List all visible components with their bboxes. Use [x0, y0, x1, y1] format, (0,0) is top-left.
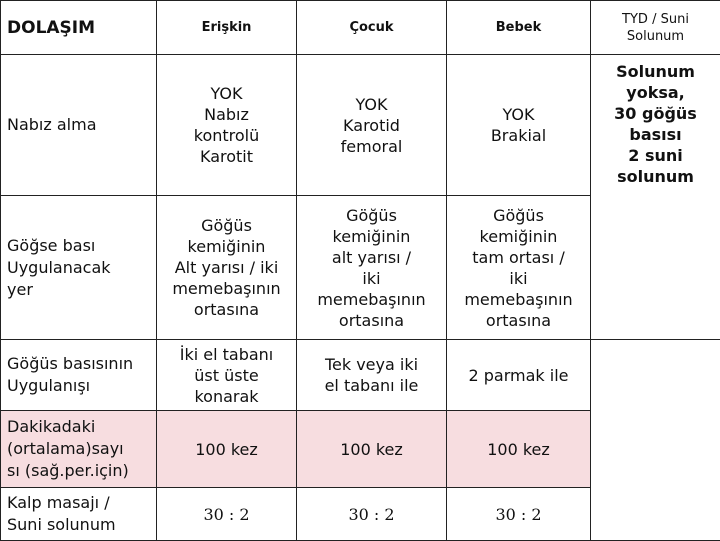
table-row: [1, 55, 720, 196]
row-label-compression-site: Göğse bası Uygulanacak yer: [1, 196, 157, 340]
cell-adult-rate: 100 kez: [157, 411, 297, 488]
cell-adult-compression-method: İki el tabanı üst üste konarak: [157, 340, 297, 411]
cell-infant-compression-site: Göğüs kemiğinin tam ortası / iki memebaşının ortasına: [447, 196, 591, 340]
cell-bls-note: Solunum yoksa, 30 göğüs basısı 2 suni solunum: [591, 55, 720, 340]
cell-child-rate: 100 kez: [297, 411, 447, 488]
cell-child-ratio: 30 : 2: [297, 488, 447, 541]
header-child: Çocuk: [297, 1, 447, 55]
header-bls: TYD / Suni Solunum: [591, 1, 720, 55]
table-row: [1, 340, 720, 411]
row-label-rate: Dakikadaki (ortalama)sayı sı (sağ.per.için): [1, 411, 157, 488]
cell-infant-compression-method: 2 parmak ile: [447, 340, 591, 411]
header-row: [1, 1, 720, 55]
bls-empty-cell: [591, 340, 720, 541]
cell-infant-ratio: 30 : 2: [447, 488, 591, 541]
header-infant: Bebek: [447, 1, 591, 55]
cell-adult-pulse: YOK Nabız kontrolü Karotit: [157, 55, 297, 196]
row-label-compression-method: Göğüs basısının Uygulanışı: [1, 340, 157, 411]
cell-adult-ratio: 30 : 2: [157, 488, 297, 541]
cell-infant-pulse: YOK Brakial: [447, 55, 591, 196]
table-title: DOLAŞIM: [1, 1, 157, 55]
header-adult: Erişkin: [157, 1, 297, 55]
cell-child-compression-site: Göğüs kemiğinin alt yarısı / iki memebaşının ortasına: [297, 196, 447, 340]
cell-infant-rate: 100 kez: [447, 411, 591, 488]
cell-adult-compression-site: Göğüs kemiğinin Alt yarısı / iki memebaşının ortasına: [157, 196, 297, 340]
cell-child-pulse: YOK Karotid femoral: [297, 55, 447, 196]
row-label-pulse: Nabız alma: [1, 55, 157, 196]
row-label-ratio: Kalp masajı / Suni solunum: [1, 488, 157, 541]
cell-child-compression-method: Tek veya iki el tabanı ile: [297, 340, 447, 411]
